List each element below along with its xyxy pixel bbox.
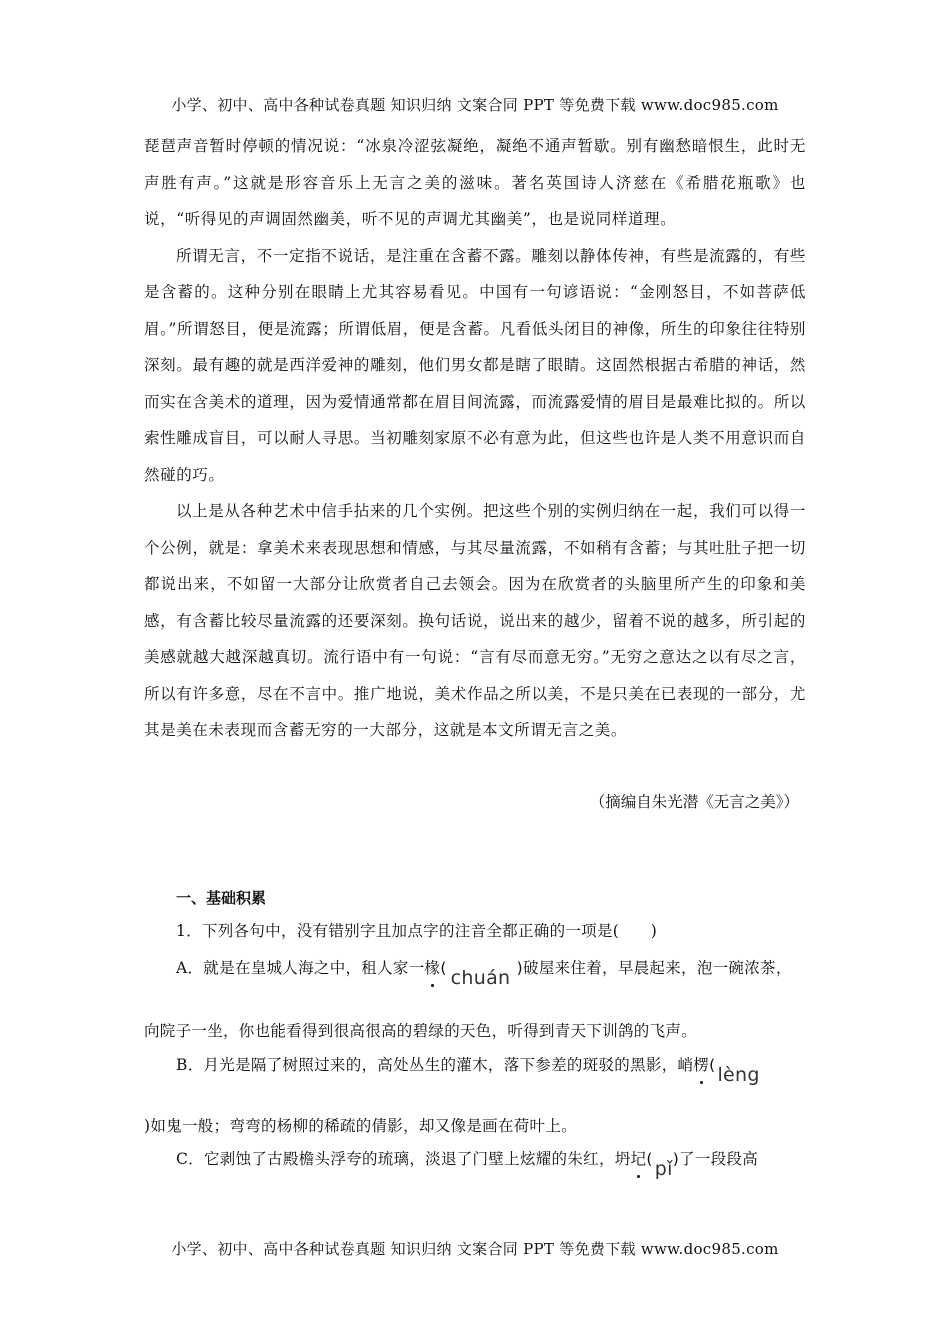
option-c [176,1146,816,1180]
essay-paragraph-3: 以上是从各种艺术中信手拈来的几个实例。把这些个别的实例归纳在一起，我们可以得一个公例，就是：拿美术来表现思想和情感，与其尽量流露，不如稍有含蓄；与其吐肚子把一切都说出来，不如留一大部分让欣赏者自己去领会。因为在欣赏者的头脑里所产生的印象和美感，有含蓄比较尽量流露的还要深刻。换句话说，说出来的越少，留着不说的越多，所引起的美感就越大越深越真切。流行语中有一句说：“言有尽而意无穷。”无穷之意达之以有尽之言，所以有许多意，尽在不言中。推广地说，美术作品之所以美，不是只美在已表现的一部分，尤其是美在未表现而含蓄无穷的一大部分，这就是本文所谓无言之美。 [144,502,806,739]
option-a-paren-close: ) [516,959,524,977]
option-c-paren-open: ( [646,1150,653,1168]
option-b-line-2: )如鬼一般；弯弯的杨柳的稀疏的倩影，却又像是画在荷叶上。 [144,1117,577,1135]
option-c-dotted-char: 圮 [631,1147,647,1169]
essay-paragraph-2: 所谓无言，不一定指不说话，是注重在含蓄不露。雕刻以静体传神，有些是流露的，有些是含蓄的。这种分别在眼睛上尤其容易看见。中国有一句谚语说：“金刚怒目，不如菩萨低眉。”所谓怒目，便是流露；所谓低眉，便是含蓄。凡看低头闭目的神像，所生的印象往往特别深刻。最有趣的就是西洋爱神的雕刻，他们男女都是瞎了眼睛。这固然根据古希腊的神话，然而实在含美术的道理，因为爱情通常都在眉目间流露，而流露爱情的眉目是最难比拟的。所以索性雕成盲目，可以耐人寻思。当初雕刻家原不必有意为此，但这些也许是人类不用意识而自然碰的巧。 [144,246,806,484]
essay-text [144,128,806,749]
option-b-paren-open: ( [709,1056,716,1074]
option-c-pinyin: pǐ [654,1158,673,1180]
option-a-pinyin-box [447,955,517,989]
page-header: 小学、初中、高中各种试卷真题 知识归纳 文案合同 PPT 等免费下载 www.doc985.com [171,96,779,114]
essay-paragraph-1: 琵琶声音暂时停顿的情况说：“冰泉冷涩弦凝绝，凝绝不通声暂歇。别有幽愁暗恨生，此时无声胜有声。”这就是形容音乐上无言之美的滋味。著名英国诗人济慈在《希腊花瓶歌》也说，“听得见的声调固然幽美，听不见的声调尤其幽美”，也是说同样道理。 [144,137,806,228]
question-stem: 1．下列各句中，没有错别字且加点字的注音全都正确的一项是( ) [176,922,658,940]
option-c-pinyin-box [653,1146,673,1180]
option-b-dotted-char: 楞 [693,1053,709,1075]
option-a-line-2: 向院子一坐，你也能看得到很高很高的碧绿的天色，听得到青天下训鸽的飞声。 [144,1022,698,1040]
option-a [176,955,816,989]
essay-source: （摘编自朱光潜《无言之美》） [589,793,799,811]
option-b [176,1052,816,1086]
page-footer: 小学、初中、高中各种试卷真题 知识归纳 文案合同 PPT 等免费下载 www.doc985.com [171,1240,779,1258]
option-c-text: C．它剥蚀了古殿檐头浮夸的琉璃，淡退了门壁上炫耀的朱红，坍 [176,1150,631,1168]
option-b-pinyin: lèng [717,1064,760,1086]
option-b-text: B．月光是隔了树照过来的，高处丛生的灌木，落下参差的斑驳的黑影，峭 [176,1056,694,1074]
option-a-paren-open: ( [440,959,447,977]
option-c-text-end: 了一段段高 [679,1150,759,1168]
option-a-pinyin: chuán [450,967,511,989]
section-title: 一、基础积累 [176,889,267,907]
option-a-text: A．就是在皇城人海之中，租人家一 [176,959,425,977]
option-c-paren-close: ) [672,1150,680,1168]
option-a-text-end: 破屋来住着，早晨起来，泡一碗浓茶， [523,959,792,977]
option-a-dotted-char: 椽 [425,956,441,978]
option-b-pinyin-box [715,1052,760,1086]
